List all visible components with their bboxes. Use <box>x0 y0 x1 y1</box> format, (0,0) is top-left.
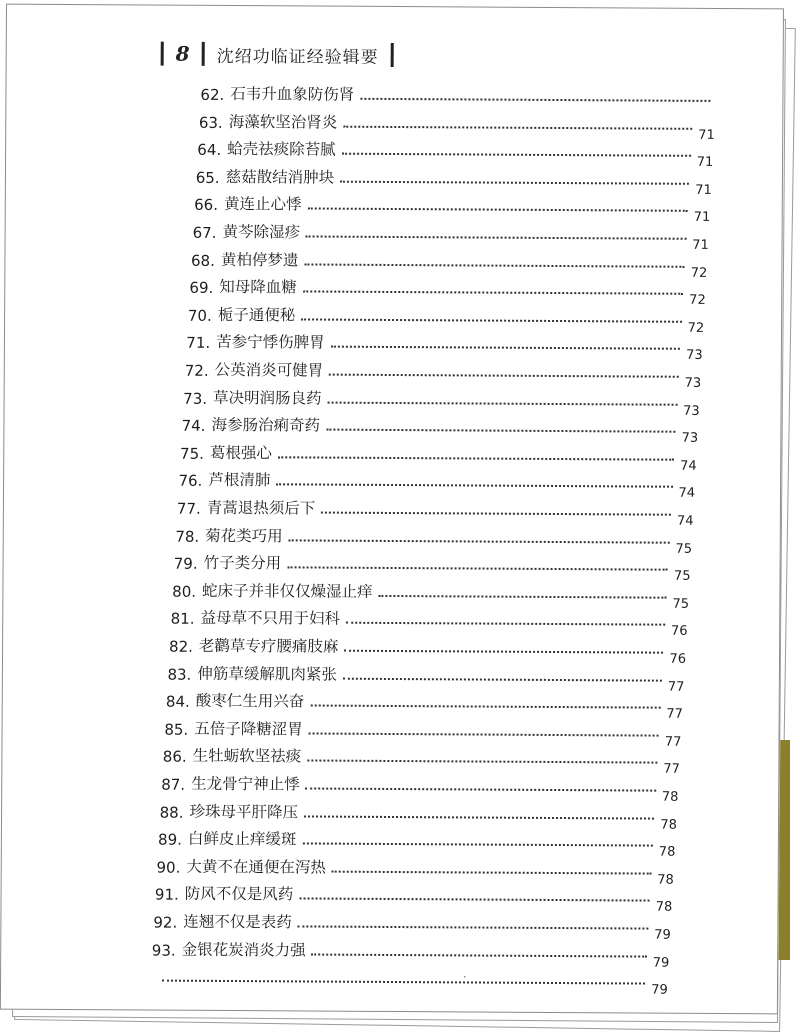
entry-page: 79 <box>654 927 671 943</box>
entry-title: 草决明润肠良药 <box>213 388 322 408</box>
toc-entry <box>197 133 714 171</box>
entry-number: 70. <box>187 306 212 325</box>
dot-leader <box>299 898 650 902</box>
header-divider <box>161 42 164 66</box>
toc-entry <box>190 243 708 281</box>
dot-leader <box>309 732 659 736</box>
toc-entry <box>184 354 702 391</box>
entry-number: 62. <box>200 85 225 104</box>
entry-title: 黄连止心悸 <box>223 195 302 214</box>
entry-page: 71 <box>696 155 714 171</box>
entry-page: 78 <box>657 872 674 888</box>
toc-entry <box>162 740 680 778</box>
entry-title: 黄芩除湿疹 <box>222 222 301 242</box>
toc-entry <box>173 547 691 585</box>
dot-leader <box>343 677 662 681</box>
book-title: 沈绍功临证经验辑要 <box>216 46 379 68</box>
dot-leader <box>332 870 651 874</box>
entry-number: 83. <box>167 665 192 684</box>
book-page <box>0 4 784 1015</box>
dot-leader <box>278 456 674 460</box>
entry-page: 73 <box>686 348 703 364</box>
toc-entry <box>172 574 690 612</box>
entry-title: 生龙骨宁神止悸 <box>191 774 300 794</box>
entry-page: 77 <box>667 679 685 695</box>
toc-entry <box>150 961 668 998</box>
toc-entry <box>165 685 684 722</box>
dot-leader <box>331 346 681 350</box>
toc-entry <box>161 768 679 805</box>
dot-leader <box>306 235 686 239</box>
entry-title: 慈菇散结消肿块 <box>225 167 335 187</box>
entry-number: 89. <box>158 830 183 849</box>
dot-leader <box>301 318 681 322</box>
entry-number: 88. <box>159 803 184 822</box>
entry-title: 五倍子降糖涩胃 <box>194 719 303 739</box>
entry-number: 77. <box>176 499 201 518</box>
entry-title: 栀子通便秘 <box>217 305 296 325</box>
header-divider <box>391 43 394 67</box>
entry-title: 珍珠母平肝降压 <box>189 802 299 822</box>
entry-page: 71 <box>693 210 711 226</box>
dot-leader <box>344 650 663 654</box>
entry-title: 知母降血糖 <box>219 278 297 297</box>
entry-number: 81. <box>170 610 195 629</box>
toc-entry <box>175 519 693 557</box>
dot-leader <box>276 484 672 488</box>
entry-number: 86. <box>162 747 187 767</box>
entry-page: 76 <box>670 624 688 640</box>
entry-page: 71 <box>695 182 712 198</box>
toc-entry <box>183 381 700 419</box>
entry-number: 85. <box>164 720 189 739</box>
toc-entry <box>167 657 685 695</box>
dot-leader <box>310 705 660 709</box>
toc-entry <box>158 823 676 860</box>
entry-number: 84. <box>165 692 190 711</box>
toc-entry <box>156 850 674 888</box>
entry-page: 74 <box>677 513 694 529</box>
header-divider <box>202 42 205 66</box>
entry-number: 73. <box>183 389 208 408</box>
dot-leader <box>307 760 657 764</box>
toc-entry <box>194 188 711 226</box>
entry-title: 连翘不仅是表药 <box>183 912 292 932</box>
dot-leader <box>312 953 647 957</box>
entry-title: 白鲜皮止痒缓斑 <box>187 829 297 849</box>
entry-number: 82. <box>169 637 193 656</box>
toc-entry <box>187 299 705 336</box>
entry-page: 77 <box>663 762 680 778</box>
entry-number: 76. <box>178 472 203 491</box>
entry-page: 74 <box>678 486 696 502</box>
dot-leader <box>379 595 667 599</box>
entry-page: 75 <box>673 568 691 585</box>
entry-title: 蛤壳祛痰除苔腻 <box>227 140 336 159</box>
dot-leader <box>346 622 665 626</box>
entry-number: 90. <box>156 858 181 877</box>
entry-page: 78 <box>658 844 676 860</box>
toc-entry <box>189 271 706 309</box>
page-number: 8 <box>175 41 190 66</box>
entry-number: 91. <box>154 885 179 905</box>
toc-entry <box>164 712 682 750</box>
entry-page: 77 <box>666 706 684 722</box>
entry-number: 92. <box>153 913 178 932</box>
entry-title: 芦根清肺 <box>208 471 271 490</box>
dot-leader <box>360 98 710 102</box>
entry-number: 66. <box>194 196 219 215</box>
entry-title: 海藻软坚治肾炎 <box>228 112 338 132</box>
entry-number: 87. <box>161 775 186 794</box>
print-mark: . <box>463 969 467 981</box>
dot-leader <box>306 787 656 791</box>
entry-page: 73 <box>683 403 700 419</box>
dot-leader <box>329 374 679 378</box>
entry-number: 72. <box>184 361 209 380</box>
dot-leader <box>287 567 668 571</box>
toc-entry <box>151 933 670 971</box>
entry-number: 75. <box>180 444 204 463</box>
entry-number: 80. <box>172 582 197 601</box>
dot-leader <box>289 539 670 543</box>
toc-entry <box>192 216 709 253</box>
entry-page: 78 <box>655 900 673 916</box>
entry-title: 金银花炭消炎力强 <box>181 940 306 960</box>
toc-entry <box>186 326 703 364</box>
entry-page: 75 <box>672 596 690 612</box>
entry-page: 73 <box>684 375 702 391</box>
entry-number: 78. <box>175 527 200 546</box>
toc-entry <box>176 492 694 529</box>
dot-leader <box>343 125 692 129</box>
entry-title: 青蒿退热须后下 <box>206 498 316 518</box>
running-header <box>161 38 394 71</box>
entry-page: 72 <box>687 320 705 336</box>
entry-title: 菊花类巧用 <box>205 526 283 545</box>
toc-entry <box>200 78 716 107</box>
entry-page: 73 <box>681 430 699 447</box>
dot-leader <box>298 925 649 929</box>
entry-title: 葛根强心 <box>209 443 272 463</box>
entry-title: 伸筋草缓解肌肉紧张 <box>197 664 337 684</box>
entry-number: 69. <box>189 278 214 298</box>
dot-leader <box>162 980 645 985</box>
entry-page: 78 <box>661 789 679 805</box>
entry-page: 71 <box>692 237 709 253</box>
toc-entry <box>181 409 699 447</box>
entry-page: 71 <box>698 127 715 143</box>
entry-page: 79 <box>651 982 668 998</box>
entry-page: 72 <box>690 265 708 281</box>
toc-entry <box>154 878 673 916</box>
entry-title: 老鹳草专疗腰痛肢麻 <box>198 636 339 656</box>
toc-entry <box>178 464 696 502</box>
entry-title: 公英消炎可健胃 <box>214 360 324 380</box>
entry-title: 益母草不只用于妇科 <box>200 609 341 629</box>
entry-number: 74. <box>181 416 206 436</box>
dot-leader <box>308 208 688 212</box>
toc-entry <box>198 105 715 143</box>
entry-number: 93. <box>151 941 176 960</box>
entry-number: 63. <box>198 113 223 132</box>
entry-page: 74 <box>680 458 697 474</box>
dot-leader <box>326 429 676 433</box>
entry-number: 68. <box>190 251 215 270</box>
dot-leader <box>328 401 678 405</box>
entry-title: 蛇床子并非仅仅燥湿止痒 <box>202 581 373 601</box>
entry-page: 75 <box>675 541 693 557</box>
dot-leader <box>302 843 652 847</box>
entry-page: 77 <box>664 734 682 750</box>
dot-leader <box>342 153 691 157</box>
entry-title: 生牡蛎软坚祛痰 <box>192 747 302 766</box>
toc-entry <box>180 436 697 474</box>
toc-entry <box>195 161 712 198</box>
toc-entry <box>153 906 671 943</box>
dot-leader <box>303 291 683 295</box>
dot-leader <box>304 263 684 267</box>
entry-number: 64. <box>197 140 222 160</box>
entry-title: 竹子类分用 <box>203 554 282 573</box>
entry-title: 大黄不在通便在泻热 <box>186 857 326 877</box>
entry-title: 黄柏停梦遗 <box>220 250 299 270</box>
toc-entry <box>159 795 677 833</box>
toc-entry <box>170 602 688 640</box>
entry-page: 76 <box>669 651 687 667</box>
entry-title: 苦参宁悸伤脾胃 <box>216 333 325 352</box>
dot-leader <box>304 815 654 819</box>
entry-page: 78 <box>660 817 677 833</box>
entry-title: 石韦升血象防伤肾 <box>230 84 355 104</box>
dot-leader <box>340 180 689 184</box>
entry-number: 65. <box>195 168 220 187</box>
entry-page: 72 <box>689 292 706 309</box>
dot-leader <box>321 512 671 516</box>
entry-page: 79 <box>652 955 670 971</box>
entry-title: 防风不仅是风药 <box>184 885 294 904</box>
entry-title: 海参肠治痢奇药 <box>211 416 321 435</box>
toc-entry <box>169 630 687 667</box>
entry-title: 酸枣仁生用兴奋 <box>195 691 305 711</box>
entry-number: 67. <box>192 223 217 242</box>
entry-number: 79. <box>173 554 198 573</box>
entry-number: 71. <box>186 334 211 353</box>
